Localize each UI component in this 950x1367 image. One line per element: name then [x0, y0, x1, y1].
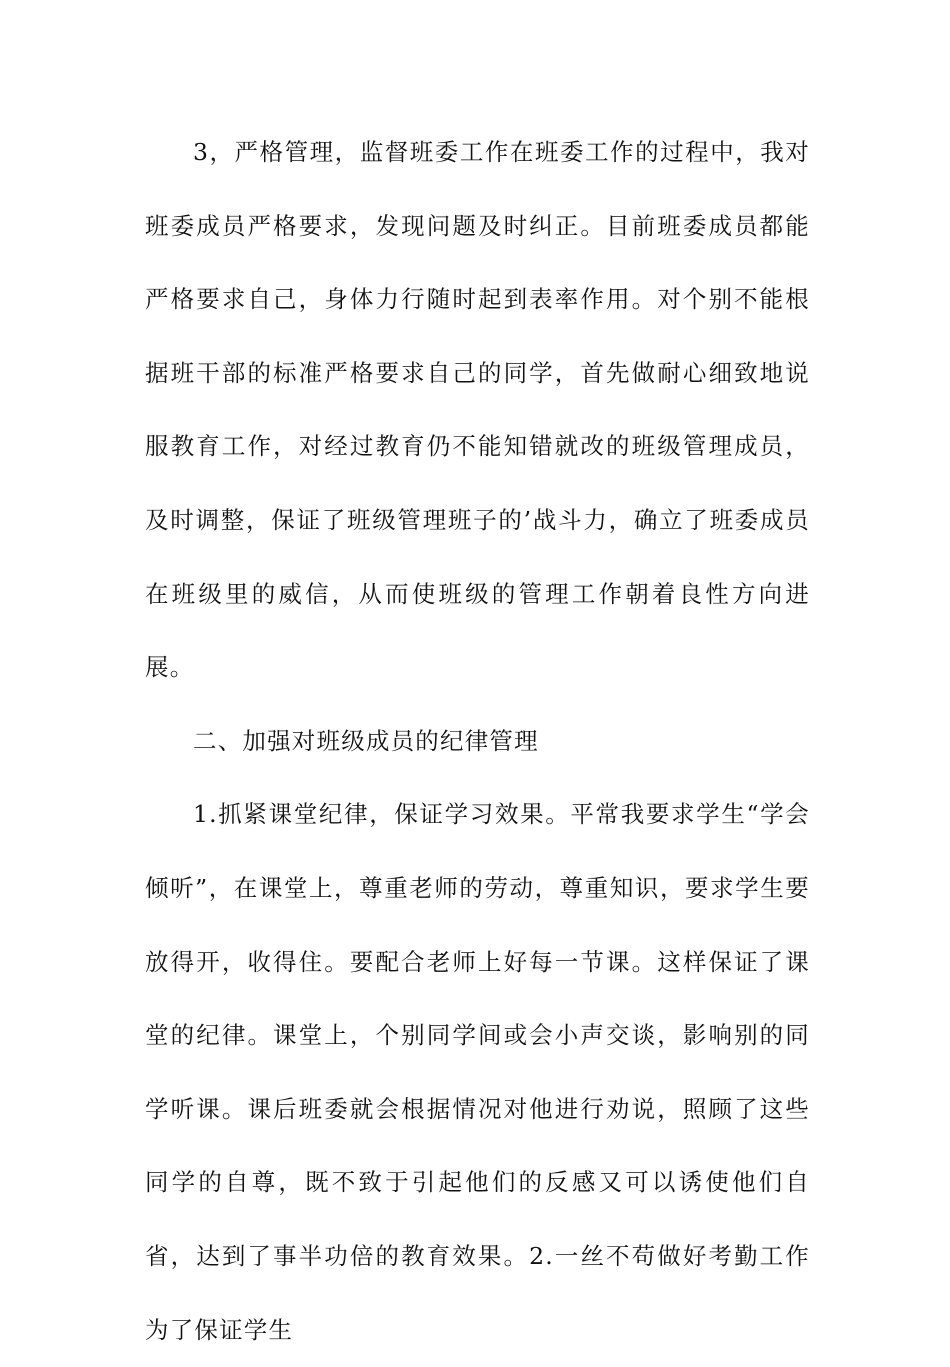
section-heading-discipline: 二、加强对班级成员的纪律管理 — [193, 726, 539, 755]
document-body — [145, 116, 810, 1367]
paragraph-classroom-discipline: 1.抓紧课堂纪律，保证学习效果。平常我要求学生“学会倾听”，在课堂上，尊重老师的劳动，尊重知识，要求学生要放得开，收得住。要配合老师上好每一节课。这样保证了课堂的纪律。课堂上，个别同学间或会小声交谈，影响别的同学听课。课后班委就会根据情况对他进行劝说，照顾了这些同学的自尊，既不致于引起他们的反感又可以诱使他们自省，达到了事半功倍的教育效果。2.一丝不苟做好考勤工作为了保证学生 — [145, 800, 810, 1344]
paragraph-strict-management: 3，严格管理，监督班委工作在班委工作的过程中，我对班委成员严格要求，发现问题及时纠正。目前班委成员都能严格要求自己，身体力行随时起到表率作用。对个别不能根据班干部的标准严格要求自己的同学，首先做耐心细致地说服教育工作，对经过教育仍不能知错就改的班级管理成员，及时调整，保证了班级管理班子的’战斗力，确立了班委成员在班级里的威信，从而使班级的管理工作朝着良性方向进展。 — [145, 138, 810, 682]
